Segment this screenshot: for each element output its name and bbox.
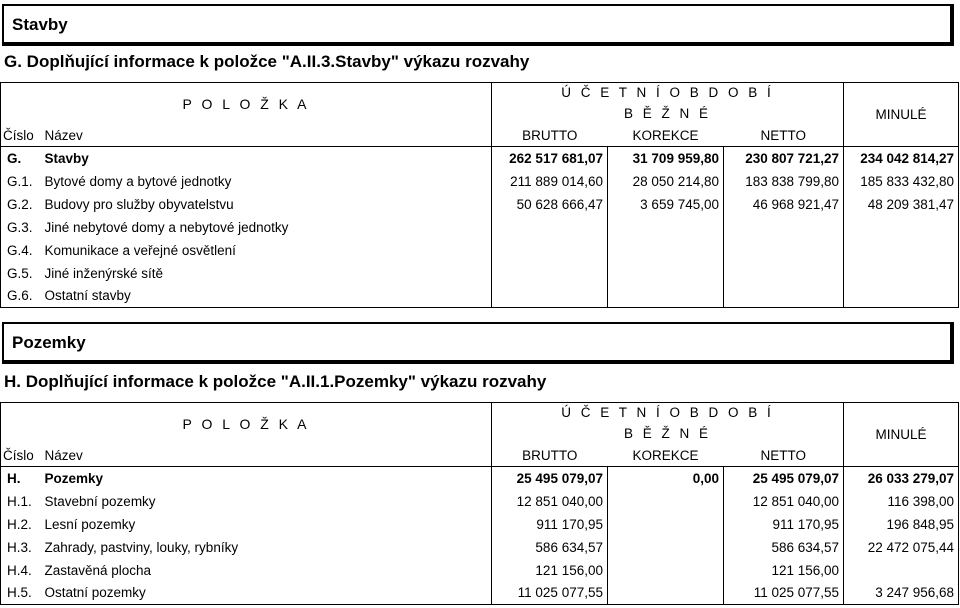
row-nazev: Zahrady, pastviny, louky, rybníky [43, 536, 492, 559]
row-brutto [492, 262, 608, 285]
table-row [1, 239, 959, 262]
row-nazev: Lesní pozemky [43, 513, 492, 536]
row-nazev: Pozemky [43, 467, 492, 490]
row-minule: 26 033 279,07 [844, 467, 959, 490]
row-netto [724, 216, 844, 239]
row-nazev: Ostatní stavby [43, 285, 492, 308]
row-netto: 12 851 040,00 [724, 490, 844, 513]
row-minule [844, 262, 959, 285]
table-row [1, 193, 959, 216]
row-cislo: H.5. [1, 582, 43, 605]
header-cislo: Číslo [1, 445, 43, 467]
header-ucetni-obdobi: Ú Č E T N Í O B D O B Í [492, 83, 844, 103]
table-row [1, 536, 959, 559]
header-bezne: B Ě Ž N É [492, 103, 844, 125]
row-minule [844, 559, 959, 582]
section-title-text: Stavby [12, 15, 68, 34]
row-netto [724, 285, 844, 308]
row-cislo: H.4. [1, 559, 43, 582]
row-brutto: 11 025 077,55 [492, 582, 608, 605]
table-row [1, 467, 959, 490]
row-brutto: 25 495 079,07 [492, 467, 608, 490]
header-korekce: KOREKCE [608, 445, 724, 467]
row-minule: 22 472 075,44 [844, 536, 959, 559]
header-bezne: B Ě Ž N É [492, 423, 844, 445]
row-korekce [608, 490, 724, 513]
row-minule: 196 848,95 [844, 513, 959, 536]
row-netto [724, 262, 844, 285]
header-korekce: KOREKCE [608, 125, 724, 147]
row-brutto [492, 239, 608, 262]
row-brutto: 262 517 681,07 [492, 147, 608, 170]
header-ucetni-obdobi: Ú Č E T N Í O B D O B Í [492, 403, 844, 423]
row-netto: 11 025 077,55 [724, 582, 844, 605]
row-netto: 183 838 799,80 [724, 170, 844, 193]
header-minule: MINULÉ [844, 83, 959, 147]
row-nazev: Stavební pozemky [43, 490, 492, 513]
row-netto [724, 239, 844, 262]
row-brutto [492, 285, 608, 308]
row-cislo: G.2. [1, 193, 43, 216]
table-row [1, 559, 959, 582]
row-korekce [608, 262, 724, 285]
row-minule: 116 398,00 [844, 490, 959, 513]
table-stavby [0, 82, 959, 308]
table-pozemky [0, 402, 959, 605]
row-cislo: G. [1, 147, 43, 170]
table-row [1, 147, 959, 170]
row-nazev: Zastavěná plocha [43, 559, 492, 582]
row-netto: 911 170,95 [724, 513, 844, 536]
row-nazev: Stavby [43, 147, 492, 170]
header-netto: NETTO [724, 125, 844, 147]
section-title-text: Pozemky [12, 333, 86, 352]
row-brutto [492, 216, 608, 239]
row-nazev: Jiné nebytové domy a nebytové jednotky [43, 216, 492, 239]
row-minule [844, 285, 959, 308]
row-cislo: H.3. [1, 536, 43, 559]
row-nazev: Bytové domy a bytové jednotky [43, 170, 492, 193]
header-cislo: Číslo [1, 125, 43, 147]
row-nazev: Komunikace a veřejné osvětlení [43, 239, 492, 262]
row-minule [844, 216, 959, 239]
row-cislo: G.4. [1, 239, 43, 262]
table-row [1, 490, 959, 513]
section-heading-h: H. Doplňující informace k položce "A.II.1.Pozemky" výkazu rozvahy [4, 372, 547, 391]
row-korekce: 0,00 [608, 467, 724, 490]
row-cislo: G.5. [1, 262, 43, 285]
header-polozka: P O L O Ž K A [1, 83, 492, 125]
row-nazev: Budovy pro služby obyvatelstvu [43, 193, 492, 216]
row-minule: 234 042 814,27 [844, 147, 959, 170]
row-korekce: 28 050 214,80 [608, 170, 724, 193]
row-cislo: G.3. [1, 216, 43, 239]
row-cislo: H.2. [1, 513, 43, 536]
table-row [1, 262, 959, 285]
row-minule: 3 247 956,68 [844, 582, 959, 605]
row-korekce [608, 513, 724, 536]
row-brutto: 211 889 014,60 [492, 170, 608, 193]
row-korekce [608, 536, 724, 559]
header-minule: MINULÉ [844, 403, 959, 467]
section-heading-g: G. Doplňující informace k položce "A.II.3.Stavby" výkazu rozvahy [4, 52, 530, 71]
row-korekce [608, 239, 724, 262]
row-minule: 48 209 381,47 [844, 193, 959, 216]
row-nazev: Ostatní pozemky [43, 582, 492, 605]
row-cislo: G.6. [1, 285, 43, 308]
row-cislo: H.1. [1, 490, 43, 513]
table-row [1, 582, 959, 605]
row-netto: 586 634,57 [724, 536, 844, 559]
row-cislo: G.1. [1, 170, 43, 193]
row-brutto: 50 628 666,47 [492, 193, 608, 216]
row-netto: 25 495 079,07 [724, 467, 844, 490]
row-korekce: 31 709 959,80 [608, 147, 724, 170]
header-brutto: BRUTTO [492, 445, 608, 467]
table-row [1, 513, 959, 536]
header-brutto: BRUTTO [492, 125, 608, 147]
table-row [1, 216, 959, 239]
row-korekce [608, 216, 724, 239]
header-netto: NETTO [724, 445, 844, 467]
header-polozka: P O L O Ž K A [1, 403, 492, 445]
header-nazev: Název [43, 445, 492, 467]
section-title-pozemky [2, 322, 954, 364]
row-korekce: 3 659 745,00 [608, 193, 724, 216]
row-korekce [608, 559, 724, 582]
row-brutto: 121 156,00 [492, 559, 608, 582]
table-row [1, 170, 959, 193]
row-minule [844, 239, 959, 262]
row-brutto: 586 634,57 [492, 536, 608, 559]
header-nazev: Název [43, 125, 492, 147]
row-cislo: H. [1, 467, 43, 490]
row-netto: 46 968 921,47 [724, 193, 844, 216]
section-title-stavby [2, 4, 954, 46]
row-brutto: 911 170,95 [492, 513, 608, 536]
row-korekce [608, 582, 724, 605]
row-brutto: 12 851 040,00 [492, 490, 608, 513]
table-row [1, 285, 959, 308]
row-nazev: Jiné inženýrské sítě [43, 262, 492, 285]
row-netto: 121 156,00 [724, 559, 844, 582]
row-netto: 230 807 721,27 [724, 147, 844, 170]
row-minule: 185 833 432,80 [844, 170, 959, 193]
row-korekce [608, 285, 724, 308]
